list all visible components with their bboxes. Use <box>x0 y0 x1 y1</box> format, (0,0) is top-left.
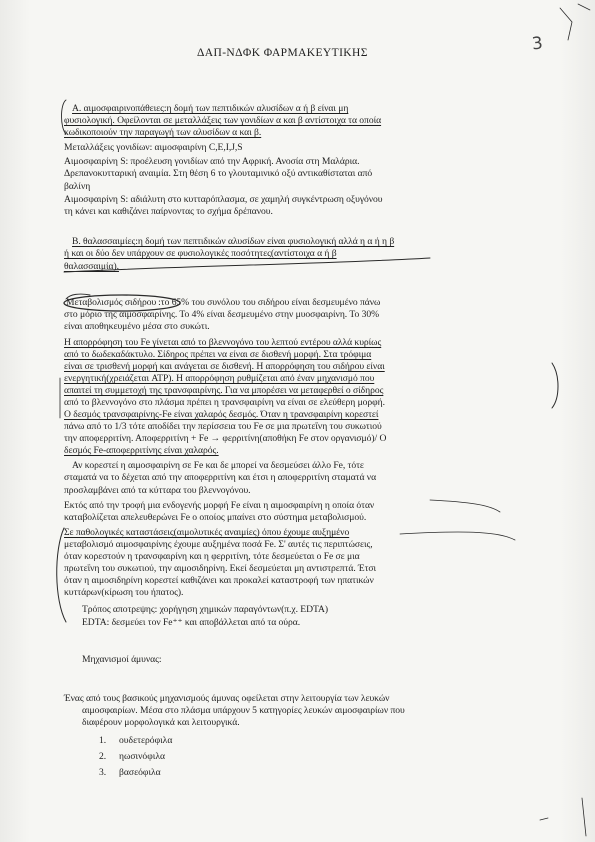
text-line: EDTA: δεσμεύει τον Fe⁺⁺ και αποβάλλεται από τα ούρα. <box>82 617 301 628</box>
iron-metabolism-heading: Μεταβολισμός σιδήρου <box>66 297 157 308</box>
text-line: Δρεπανοκυτταρική αναιμία. Στη θέση 6 το γλουταμινικό οξύ αντικαθίσταται από <box>64 168 373 179</box>
pen-stroke <box>400 532 515 540</box>
text-line: από το βλεννογόνο στο πλάσμα πρέπει η τρανσφαιρίνη να είναι σε ελεύθερη μορφή. <box>64 397 385 408</box>
text-line: Σε παθολογικές καταστάσεις(αιμολυτικές αναιμίες) όπου έχουμε αυξημένο <box>64 527 350 538</box>
text-line: θαλασσαιμία). <box>64 261 119 272</box>
handwritten-page-number: 3 <box>530 33 544 55</box>
text-line: Η απορρόφηση του Fe γίνεται από το βλεννογόνο του λεπτού εντέρου αλλά κυρίως <box>64 337 382 348</box>
text-line: Ο δεσμός τρανσφαιρίνης-Fe είναι χαλαρός δεσμός. Όταν η τρανσφαιρίνη κορεστεί <box>64 409 379 420</box>
corner-scribble <box>540 818 548 820</box>
text-line: Β. θαλασσαιμίες:η δομή των πεπτιδικών αλυσίδων είναι φυσιολογική αλλά η α ή η β <box>72 236 395 247</box>
text-line: Μεταλλάξεις γονιδίων: αιμοσφαιρίνη C,E,I,J,S <box>64 142 243 153</box>
text-line: καταβολίζεται απελευθερώνει Fe ο οποίος μπαίνει στο σύστημα μεταβολισμού. <box>64 512 367 523</box>
text-line: σταματά να το δέχεται από την αποφερριτίνη και έτσι η αποφερριτίνη σταματά να <box>64 472 377 483</box>
text-line: από το δωδεκαδάκτυλο. Σίδηρος πρέπει να είναι σε δισθενή μορφή. Στα τρόφιμα <box>64 349 372 360</box>
corner-scribble <box>578 4 590 10</box>
list-item <box>99 735 172 747</box>
text-line: Εκτός από την τροφή μια ενδογενής μορφή Fe είναι η αιμοσφαιρίνη η οποία όταν <box>64 500 375 511</box>
text-line: είναι αποθηκευμένο μέσα στο συκώτι. <box>64 321 210 332</box>
section-heading: Μηχανισμοί άμυνας: <box>82 654 162 665</box>
list-text: βασεόφιλα <box>119 767 161 778</box>
text-line: όταν η αιμοσιδηρίνη κορεστεί καθιζάνει και προκαλεί καταστροφή των ηπατικών <box>64 575 374 586</box>
text-line <box>66 297 380 309</box>
text-line: είναι σε τρισθενή μορφή και ανάγεται σε δισθενή. Η απορρόφηση του σιδήρου είναι <box>64 361 385 372</box>
text-line: Α. αιμοσφαιρινοπάθειες:η δομή των πεπτιδικών αλυσίδων α ή β είναι μη <box>72 103 349 114</box>
text-line: ενεργητική(χρειάζεται ATP). Η απορρόφηση ρυθμίζεται από έναν μηχανισμό που <box>64 373 375 384</box>
text-line: Ένας από τους βασικούς μηχανισμούς άμυνας οφείλεται στην λειτουργία των λευκών <box>64 693 390 704</box>
text-line: Αιμοσφαιρίνη S: αδιάλυτη στο κυτταρόπλασμα, σε χαμηλή συγκέντρωση οξυγόνου <box>64 194 383 205</box>
corner-scribble <box>582 798 586 836</box>
text-line: κυττάρων(κίρωση του ήπατος). <box>64 587 184 598</box>
list-text: ουδετερόφιλα <box>119 735 173 746</box>
text-line: διαφέρουν μορφολογικά και λειτουργικά. <box>82 717 240 728</box>
text-line: μεταβολισμό αιμοσφαιρίνης έχουμε αυξημένα ποσά Fe. Σ' αυτές τις περιπτώσεις, <box>64 539 373 550</box>
list-item <box>99 767 161 779</box>
text-line: κωδικοποιούν την παραγωγή των αλυσίδων α και β. <box>64 127 262 138</box>
document-title: ΔΑΠ-ΝΔΦΚ ΦΑΡΜΑΚΕΥΤΙΚΗΣ <box>197 47 368 59</box>
text-line: όταν κορεστούν η τρανσφαιρίνη και η φερριτίνη, τότε δεσμεύεται ο Fe σε μια <box>64 551 360 562</box>
text-line: βαλίνη <box>64 181 91 192</box>
list-number: 3. <box>99 767 107 778</box>
text-line: Αιμοσφαιρίνη S: προέλευση γονιδίων από την Αφρική. Ανοσία στη Μαλάρια. <box>64 156 360 167</box>
text-line: ή και οι δύο δεν υπάρχουν σε φυσιολογικές ποσότητες(αντίστοιχα α ή β <box>64 248 337 259</box>
text-line: την αποφερριτίνη. Αποφερριτίνη + Fe → φερριτίνη(αποθήκη Fe στον οργανισμό)/ Ο <box>64 433 387 444</box>
text-line: τη κάνει και καθιζάνει παίρνοντας το σχήμα δρέπανου. <box>64 206 273 217</box>
margin-bracket <box>552 363 558 408</box>
corner-scribble <box>560 8 572 40</box>
text-line: Τρόπος αποτρεψης: χορήγηση χημικών παραγόντων(π.χ. EDTA) <box>82 604 329 615</box>
text-line: πρωτεΐνη του συκωτιού, την αιμοσιδηρίνη. Εκεί δεσμεύεται μη αντιστρεπτά. Έτσι <box>64 563 377 574</box>
list-number: 1. <box>99 735 107 746</box>
text-line: πάνω από το 1/3 τότε αποδίδει την περίσσεια του Fe σε μια πρωτεΐνη του συκωτιού <box>64 421 382 432</box>
list-item <box>99 751 165 763</box>
text-line: προσλαμβάνει από τα κύτταρα του βλεννογόνου. <box>64 485 251 496</box>
text-line: Αν κορεστεί η αιμοσφαιρίνη σε Fe και δε μπορεί να δεσμεύσει άλλο Fe, τότε <box>72 460 364 471</box>
text-segment: :το 65% του συνόλου του σιδήρου είναι δεσμευμένο πάνω <box>158 297 381 308</box>
text-line: αιμοσφαιρίων. Μέσα στο πλάσμα υπάρχουν 5 κατηγορίες λευκών αιμοσφαιρίων που <box>82 705 405 716</box>
text-line: φυσιολογική. Οφείλονται σε μεταλλάξεις των γονιδίων α και β αντίστοιχα τα οποία <box>64 115 382 126</box>
list-number: 2. <box>99 751 107 762</box>
text-line: απαιτεί τη συμμετοχή της τρανσφαιρίνης. Για να μπορέσει να μεταφερθεί ο σίδηρος <box>64 385 384 396</box>
text-line: στο μόριο της αιμοσφαιρίνης. Το 4% είναι δεσμευμένο στην μυοσφαιρίνη. Το 30% <box>64 309 380 320</box>
text-line: δεσμός Fe-αποφερριτίνης είναι χαλαρός. <box>64 445 219 456</box>
pen-stroke <box>430 500 500 512</box>
list-text: ηωσινόφιλα <box>119 751 166 762</box>
